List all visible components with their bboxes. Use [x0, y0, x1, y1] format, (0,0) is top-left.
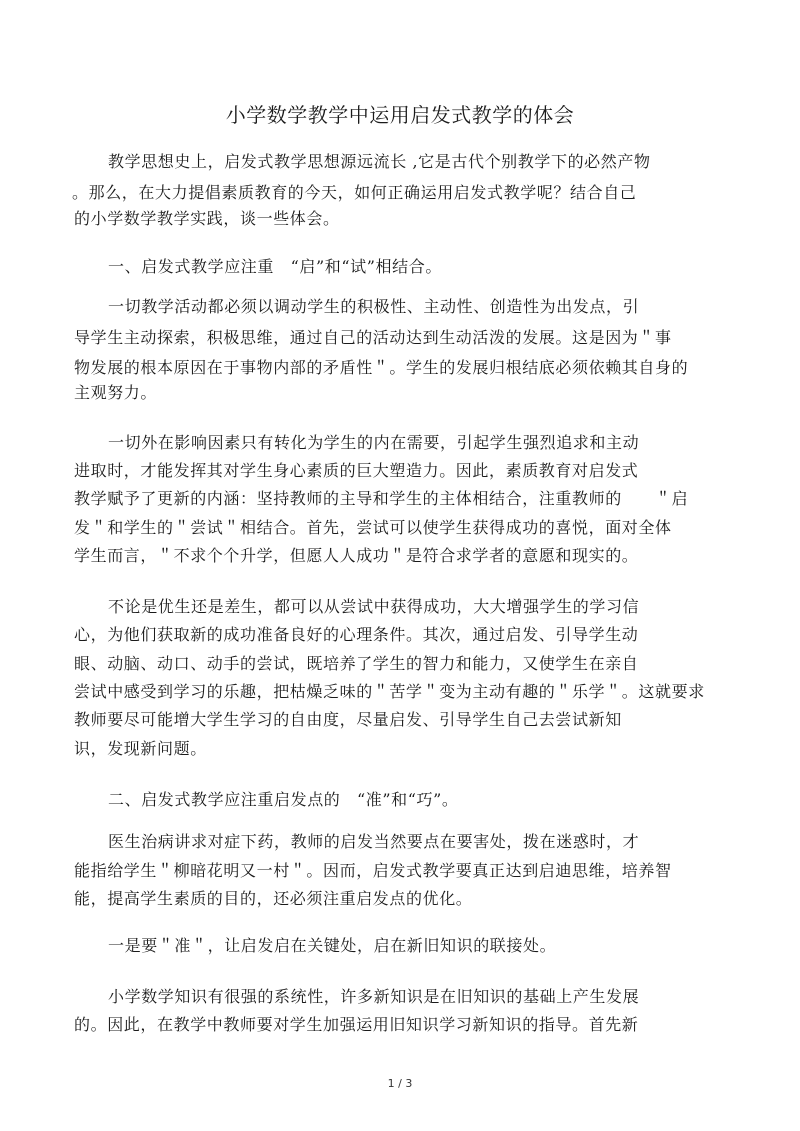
paragraph-line: 一切教学活动都必须以调动学生的积极性、主动性、创造性为出发点，引	[108, 297, 640, 316]
page-number: 1 / 3	[387, 1077, 413, 1090]
paragraph-line: 不论是优生还是差生，都可以从尝试中获得成功，大大增强学生的学习信	[108, 597, 640, 616]
paragraph-line: 能，提高学生素质的目的，还必须注重启发点的优化。	[74, 889, 473, 908]
paragraph-line: 教学赋予了更新的内涵：坚持教师的主导和学生的主体相结合，注重教师的 ＂启	[74, 489, 689, 508]
paragraph-line: 小学数学知识有很强的系统性，许多新知识是在旧知识的基础上产生发展	[108, 987, 640, 1006]
paragraph-line: 眼、动脑、动口、动手的尝试，既培养了学生的智力和能力，又使学生在亲自	[74, 654, 639, 673]
document-title: 小学数学教学中运用启发式教学的体会	[225, 103, 575, 127]
paragraph-line: 的小学数学教学实践，谈一些体会。	[74, 209, 340, 228]
paragraph-line: 医生治病讲求对症下药，教师的启发当然要点在要害处，拨在迷惑时，才	[108, 832, 640, 851]
paragraph-line: 一是要＂准＂，让启发启在关键处，启在新旧知识的联接处。	[108, 936, 557, 955]
paragraph-line: 。那么，在大力提倡素质教育的今天，如何正确运用启发式教学呢？结合自己	[72, 183, 637, 202]
paragraph-line: 一切外在影响因素只有转化为学生的内在需要，引起学生强烈追求和主动	[108, 433, 640, 452]
section-heading: 一、启发式教学应注重 “启”和“试”相结合。	[108, 257, 442, 276]
paragraph-line: 尝试中感受到学习的乐趣，把枯燥乏味的＂苦学＂变为主动有趣的＂乐学＂。这就要求	[74, 682, 705, 701]
paragraph-line: 物发展的根本原因在于事物内部的矛盾性＂。学生的发展归根结底必须依赖其自身的	[74, 358, 689, 377]
paragraph-line: 的。因此，在教学中教师要对学生加强运用旧知识学习新知识的指导。首先新	[74, 1015, 639, 1034]
paragraph-line: 主观努力。	[74, 383, 158, 402]
paragraph-line: 心，为他们获取新的成功准备良好的心理条件。其次，通过启发、引导学生动	[74, 625, 639, 644]
paragraph-line: 识，发现新问题。	[74, 739, 207, 758]
paragraph-line: 进取时，才能发挥其对学生身心素质的巨大塑造力。因此，素质教育对启发式	[74, 461, 639, 480]
paragraph-line: 教师要尽可能增大学生学习的自由度，尽量启发、引导学生自己去尝试新知	[74, 710, 622, 729]
paragraph-line: 教学思想史上，启发式教学思想源远流长 ,它是古代个别教学下的必然产物	[108, 152, 651, 171]
paragraph-line: 导学生主动探索，积极思维，通过自己的活动达到生动活泼的发展。这是因为＂事	[74, 328, 672, 347]
paragraph-line: 学生而言，＂不求个个升学，但愿人人成功＂是符合求学者的意愿和现实的。	[74, 546, 639, 565]
paragraph-line: 发＂和学生的＂尝试＂相结合。首先，尝试可以使学生获得成功的喜悦，面对全体	[74, 518, 672, 537]
section-heading: 二、启发式教学应注重启发点的 “准”和“巧”。	[108, 790, 459, 809]
paragraph-line: 能指给学生＂柳暗花明又一村＂。因而，启发式教学要真正达到启迪思维，培养智	[74, 861, 672, 880]
